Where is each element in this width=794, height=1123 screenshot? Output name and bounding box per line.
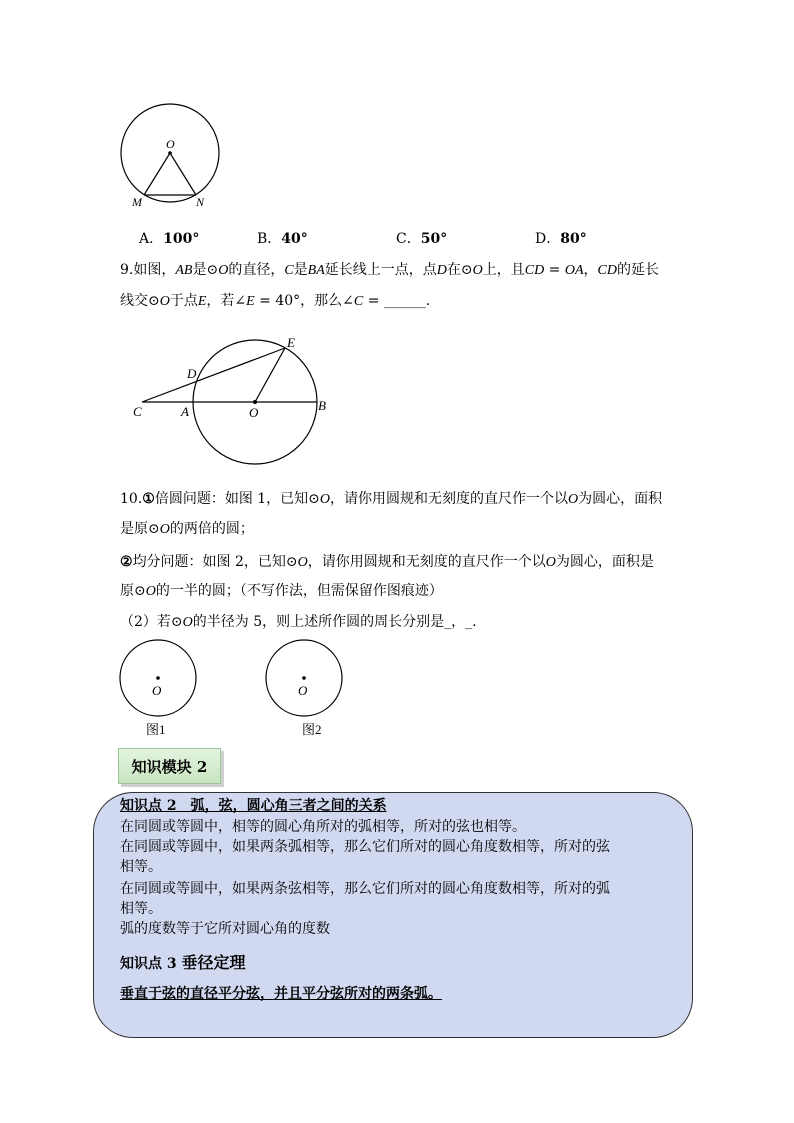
q10-text: 是原⊙ <box>120 521 160 537</box>
q10-text: ，请你用圆规和无刻度的直尺作一个以 <box>330 491 569 507</box>
q9-text: 如图， <box>133 262 176 278</box>
choice-a-value: 100° <box>163 231 200 247</box>
q8-label-o: O <box>166 137 175 151</box>
choice-a-letter: A． <box>139 231 164 247</box>
choice-b-letter: B． <box>257 231 282 247</box>
choice-b <box>257 228 308 248</box>
q10-line-3 <box>120 551 654 571</box>
q10-text: 的半径为 5，则上述所作圆的周长分别是_，_. <box>192 614 477 630</box>
q10-line-5 <box>120 611 477 631</box>
choice-a <box>139 228 199 248</box>
q9-text: 线交⊙ <box>120 293 160 309</box>
q9-text: ， <box>583 262 598 278</box>
q9-text: 的直径， <box>228 262 285 278</box>
q9-text: 是 <box>293 262 308 278</box>
q9-text: 延长线上一点，点 <box>324 262 437 278</box>
q10-mark-1: ① <box>142 491 155 507</box>
q9-label-c: C <box>133 404 142 419</box>
q9-text: 是⊙ <box>192 262 219 278</box>
choice-c-value: 50° <box>420 231 448 247</box>
q9-line-1 <box>120 259 659 279</box>
q9-text: 在⊙ <box>446 262 473 278</box>
q10-number: 10. <box>120 491 143 507</box>
choice-d <box>535 228 587 248</box>
q10-text: 为圆心，面积是 <box>555 554 654 570</box>
q9-text: = 40°，那么∠ <box>254 293 354 309</box>
q9-label-e: E <box>287 335 295 350</box>
q9-text: ，若∠ <box>206 293 247 309</box>
knowledge-module-tab: 知识模块 2 <box>118 748 221 784</box>
q10-text: 为圆心，面积 <box>578 491 663 507</box>
q9-math: C <box>353 294 364 309</box>
q9-text: 的延长 <box>616 262 659 278</box>
q9-math: OA <box>564 263 584 278</box>
kp3-statement: 垂直于弦的直径平分弦，并且平分弦所对的两条弧。 <box>120 986 442 1002</box>
choice-b-value: 40° <box>281 231 308 247</box>
q9-text: 于点 <box>169 293 198 309</box>
kp2-line-5: 相等。 <box>120 901 162 917</box>
q10-math: O <box>568 492 579 507</box>
q9-math: D <box>436 263 447 278</box>
kp3-heading <box>120 950 246 973</box>
q10-text: 倍圆问题：如图 1，已知⊙ <box>154 491 320 507</box>
q10-text: ，请你用圆规和无刻度的直尺作一个以 <box>307 554 546 570</box>
kp2-line-6: 弧的度数等于它所对圆心角的度数 <box>120 921 330 937</box>
q10-text: 均分问题：如图 2，已知⊙ <box>132 554 298 570</box>
fig1-center-dot <box>156 676 160 680</box>
q9-text: = <box>544 262 565 278</box>
q9-math: E <box>246 294 255 309</box>
figure-q9 <box>125 330 340 470</box>
q9-math: C <box>284 263 294 278</box>
q9-line-2 <box>120 290 430 310</box>
choice-d-letter: D． <box>535 231 561 247</box>
q9-math: CD <box>597 263 617 278</box>
q9-label-d: D <box>187 366 197 381</box>
choice-d-value: 80° <box>560 231 587 247</box>
q9-math: CD <box>524 263 545 278</box>
q8-segment-on <box>170 153 196 195</box>
q10-math: O <box>159 522 170 537</box>
q9-text: = ______. <box>363 293 431 309</box>
kp2-title: 知识点 2 弧，弦，圆心角三者之间的关系 <box>120 798 387 814</box>
q9-number: 9. <box>120 262 134 278</box>
q10-math: O <box>297 555 308 570</box>
kp2-line-1: 在同圆或等圆中，相等的圆心角所对的弧相等，所对的弦也相等。 <box>120 819 526 835</box>
figure-2 <box>261 636 351 744</box>
q10-text: 的两倍的圆； <box>169 521 254 537</box>
q10-math: O <box>145 584 156 599</box>
kp3-prefix: 知识点 3 <box>120 956 182 972</box>
q8-segment-om <box>144 153 170 195</box>
q8-label-m: M <box>132 195 142 209</box>
q8-label-n: N <box>196 195 205 209</box>
q10-text: 原⊙ <box>120 583 146 599</box>
q8-center-dot <box>168 151 172 155</box>
q9-math: O <box>472 263 483 278</box>
q9-label-b: B <box>318 398 326 413</box>
q9-label-o: O <box>249 405 259 420</box>
q10-line-1 <box>120 488 662 508</box>
q9-math: O <box>159 294 170 309</box>
q10-math: O <box>319 492 331 507</box>
q9-label-a: A <box>181 404 189 419</box>
choice-c <box>396 228 447 248</box>
q10-text: （2）若⊙ <box>120 614 183 630</box>
q9-radius-oe <box>255 348 285 402</box>
q9-math: AB <box>175 263 193 278</box>
kp2-line-3: 相等。 <box>120 859 162 875</box>
fig2-center-dot <box>302 676 306 680</box>
kp2-line-4: 在同圆或等圆中，如果两条弦相等，那么它们所对的圆心角度数相等，所对的弧 <box>120 881 610 897</box>
choice-c-letter: C． <box>396 231 421 247</box>
q9-math: E <box>197 294 207 309</box>
fig1-caption: 图1 <box>146 722 166 737</box>
q10-mark-2: ② <box>120 554 133 570</box>
q9-math: O <box>218 263 229 278</box>
q10-math: O <box>545 555 556 570</box>
q10-line-2 <box>120 518 254 538</box>
kp2-line-2: 在同圆或等圆中，如果两条弧相等，那么它们所对的圆心角度数相等，所对的弦 <box>120 839 610 855</box>
figure-q8 <box>110 95 230 215</box>
figure-1 <box>115 636 205 744</box>
q9-center-dot <box>253 400 257 404</box>
q9-text: 上，且 <box>482 262 525 278</box>
q9-math: BA <box>307 263 325 278</box>
fig2-label-o: O <box>298 683 308 698</box>
q10-text: 的一半的圆；（不写作法，但需保留作图痕迹） <box>155 583 443 599</box>
kp3-title: 垂径定理 <box>181 953 246 972</box>
q10-math: O <box>182 615 193 630</box>
fig2-caption: 图2 <box>302 722 322 737</box>
fig1-label-o: O <box>152 683 162 698</box>
q10-line-4 <box>120 580 443 600</box>
